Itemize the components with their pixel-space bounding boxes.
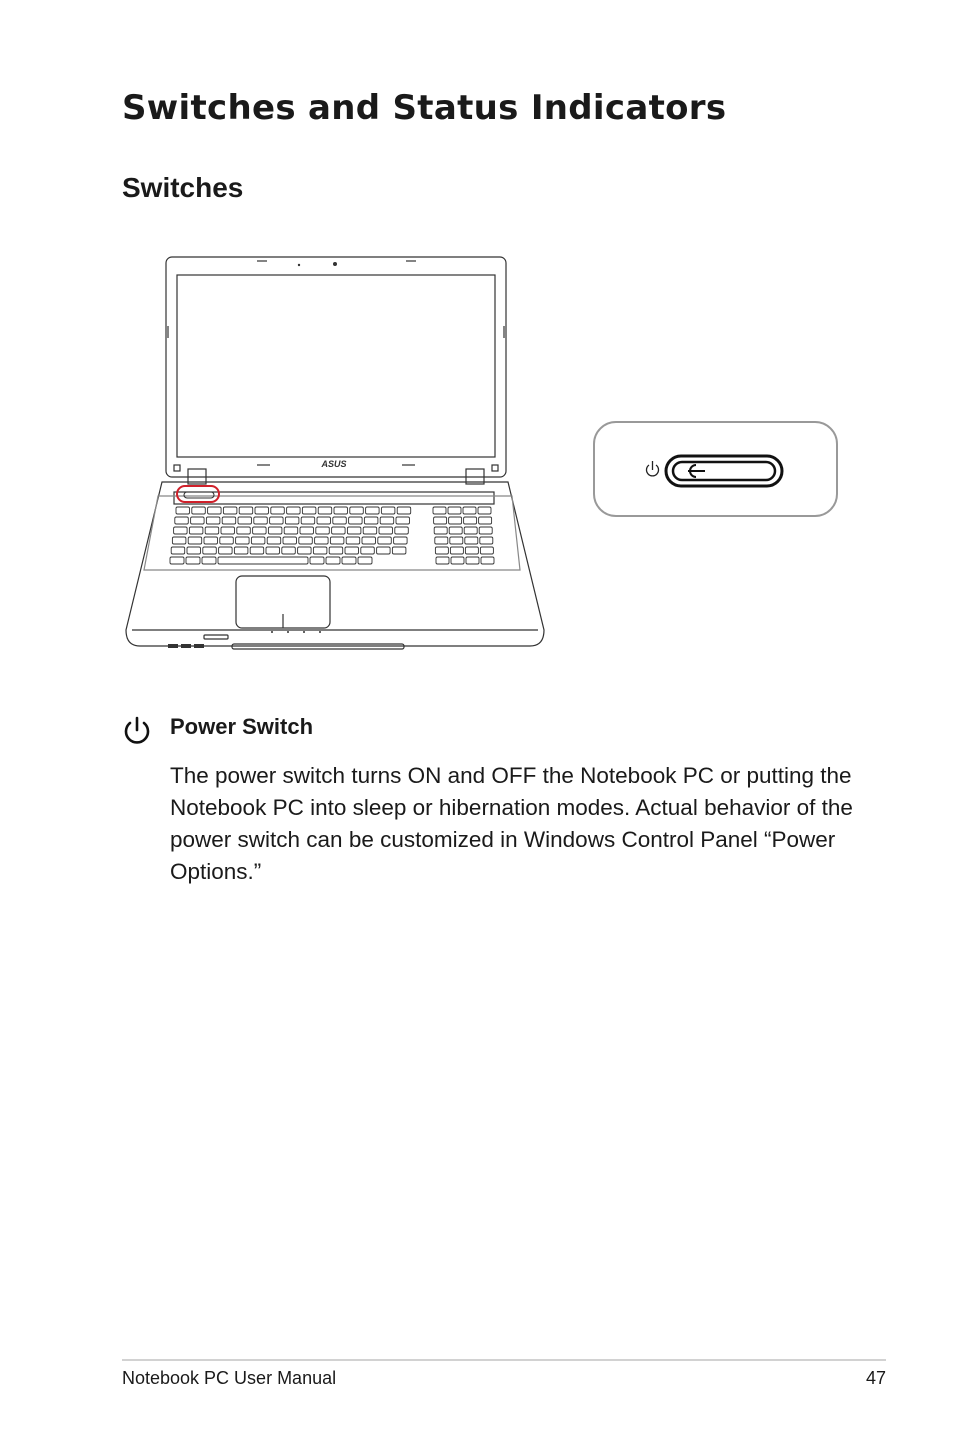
keyboard-key [221,527,235,534]
keyboard-key [435,547,448,554]
keyboard-key [222,517,236,524]
keyboard-key [187,547,201,554]
keyboard-key [479,527,492,534]
section-title: Switches [122,172,244,203]
keyboard-key [266,547,280,554]
keyboard-key [202,557,216,564]
keyboard-key [358,557,372,564]
keyboard-key [223,507,237,514]
keyboard-key [379,527,393,534]
keyboard-key [466,557,479,564]
keyboard-key [172,537,186,544]
keyboard-key [347,527,361,534]
keyboard-key [176,507,190,514]
keyboard-key [271,507,285,514]
keyboard-key [481,557,494,564]
keyboard-key [310,557,324,564]
keyboard-key [189,527,203,534]
item-title-power-switch: Power Switch [170,714,314,739]
keyboard-key [463,507,476,514]
keyboard-key [171,547,185,554]
keyboard-key [219,547,233,554]
keyboard-key [433,507,446,514]
keyboard-key [395,527,409,534]
keyboard-key [436,557,449,564]
keyboard-key [451,557,464,564]
keyboard-key [394,537,408,544]
keyboard-key [192,507,206,514]
keyboard-key [346,537,360,544]
keyboard-key [237,527,251,534]
keyboard-key [206,517,220,524]
keyboard-key [234,547,248,554]
keyboard-key [253,527,267,534]
keyboard-key [298,547,312,554]
item-description-power-switch: The power switch turns ON and OFF the Notebook PC or putting the Notebook PC into sleep or hibernation modes. Actual behavior of the power switch can be customized in Windows Control Panel “Power Options.” [170,763,853,884]
keyboard-key [334,507,348,514]
keyboard-key [434,527,447,534]
keyboard-key [363,527,377,534]
keyboard-key [480,537,493,544]
keyboard-key [251,537,265,544]
keyboard-key [300,527,314,534]
keyboard-key [191,517,205,524]
keyboard-key [349,517,363,524]
keyboard-key [283,537,297,544]
keyboard-key [315,537,329,544]
keyboard-key [208,507,222,514]
keyboard-key [366,507,380,514]
keyboard-key [381,507,395,514]
keyboard-key [285,517,299,524]
brand-logo: ASUS [321,459,347,469]
keyboard-key [238,517,252,524]
keyboard-key [449,527,462,534]
footer-page-number: 47 [865,1368,886,1388]
keyboard-key [392,547,406,554]
keyboard-key [465,547,478,554]
keyboard-key [236,537,250,544]
keyboard-key [254,517,267,524]
keyboard-key [174,527,188,534]
keyboard-key [434,517,447,524]
keyboard-key [250,547,264,554]
keyboard-key [465,537,478,544]
keyboard-key [329,547,343,554]
keyboard-key [464,517,477,524]
power-switch-highlight [177,486,219,502]
keyboard-key [318,507,332,514]
keyboard-key [449,517,462,524]
power-switch-closeup-drawing [592,420,840,520]
keyboard-key [333,517,347,524]
power-switch-closeup [592,420,840,520]
keyboard-key [282,547,296,554]
keyboard-key [299,537,313,544]
keyboard-key [464,527,477,534]
keyboard-key [316,527,330,534]
keyboard-key [450,547,463,554]
keyboard-key [267,537,281,544]
keyboard-key [362,537,376,544]
power-icon [121,716,153,746]
keyboard-key [478,507,491,514]
keyboard-key [396,517,410,524]
footer-manual-name: Notebook PC User Manual [122,1368,337,1388]
notebook-illustration [122,252,552,652]
keyboard-key [175,517,189,524]
keyboard-key [203,547,217,554]
keyboard-key [342,557,356,564]
keyboard-key [255,507,269,514]
page-title: Switches and Status Indicators [122,88,727,128]
keyboard-key [377,547,391,554]
keyboard-key [284,527,298,534]
keyboard-key [205,527,219,534]
footer-divider [122,1359,886,1361]
keyboard-key [186,557,200,564]
keyboard-key [330,537,344,544]
keyboard-key [204,537,218,544]
keyboard-key [301,517,315,524]
keyboard-key [350,507,364,514]
keyboard-key [450,537,463,544]
keyboard-key [364,517,378,524]
keyboard-key [380,517,394,524]
keyboard-key [170,557,184,564]
notebook-drawing [122,252,552,652]
keyboard-key [270,517,284,524]
keyboard-key [479,517,492,524]
keyboard-key [220,537,234,544]
keyboard-key [448,507,461,514]
keyboard-key [480,547,493,554]
keyboard-key [361,547,375,554]
keyboard-key [326,557,340,564]
keyboard-key [313,547,327,554]
keyboard-key [268,527,282,534]
keyboard-key [378,537,392,544]
keyboard-key [239,507,253,514]
keyboard-key [317,517,331,524]
keyboard-key [345,547,359,554]
keyboard-key [218,557,308,564]
keyboard-key [332,527,346,534]
keyboard-key [397,507,411,514]
keyboard-key [435,537,448,544]
keyboard-key [287,507,301,514]
keyboard-key [302,507,316,514]
keyboard-key [188,537,202,544]
